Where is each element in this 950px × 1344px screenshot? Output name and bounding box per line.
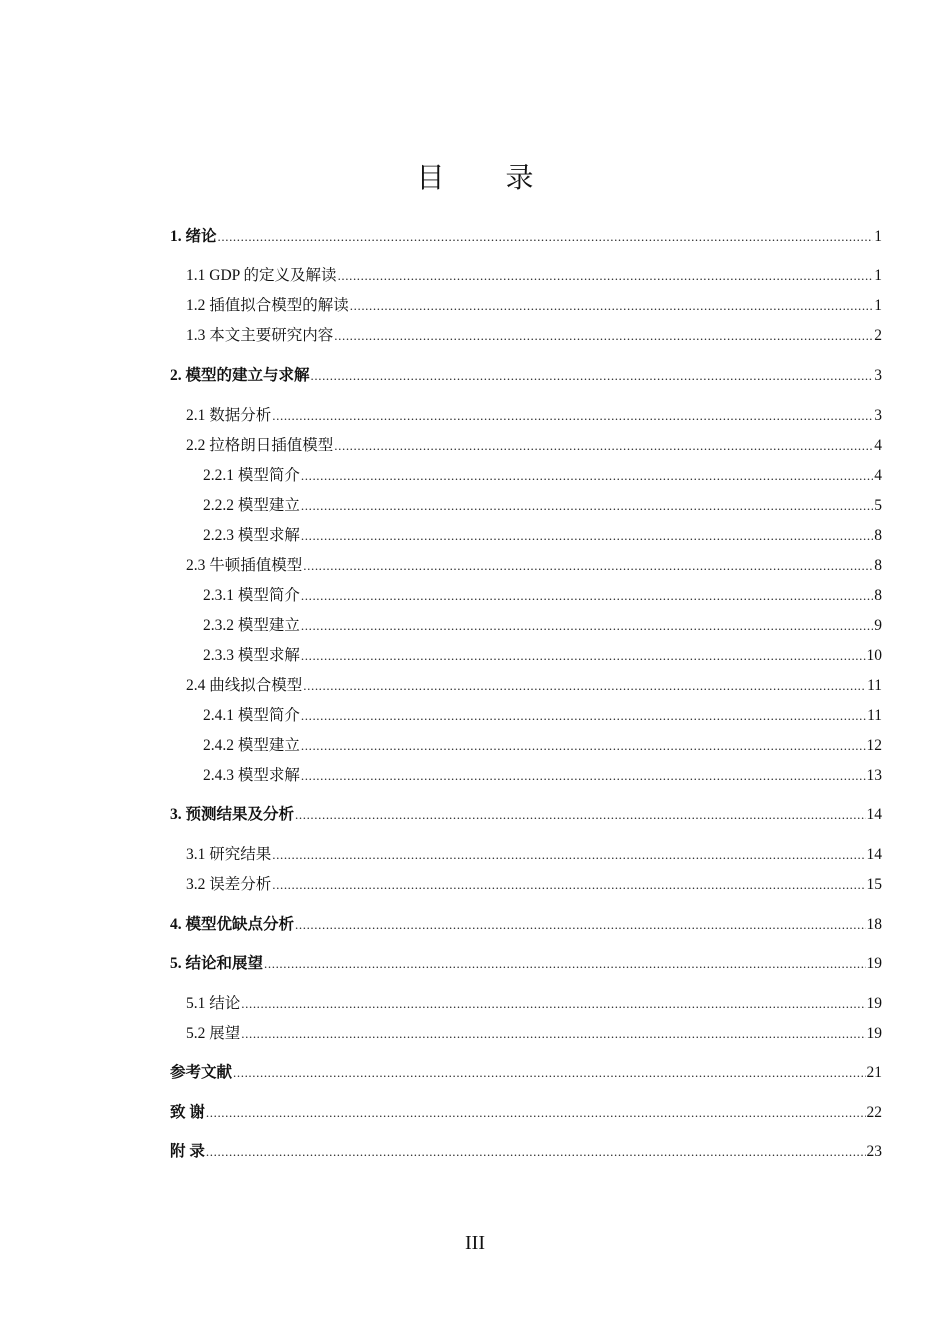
page-number: III xyxy=(465,1232,485,1254)
dot-leader xyxy=(233,1062,865,1084)
toc-entry-label: 3.2 误差分析 xyxy=(186,876,272,893)
toc-entry-label: 2.1 数据分析 xyxy=(186,407,272,424)
toc-entry[interactable] xyxy=(170,844,882,866)
toc-entry-page: 4 xyxy=(874,467,882,484)
toc-entry-page: 8 xyxy=(874,587,882,604)
toc-entry-page: 14 xyxy=(866,846,882,863)
toc-entry-label: 2.3.3 模型求解 xyxy=(203,647,300,664)
toc-entry[interactable] xyxy=(170,325,882,347)
dot-leader xyxy=(301,585,873,607)
dot-leader xyxy=(301,615,873,637)
toc-entry[interactable] xyxy=(170,993,882,1015)
toc-entry-page: 13 xyxy=(866,767,882,784)
page-title: 目 录 xyxy=(416,161,560,194)
dot-leader xyxy=(303,675,866,697)
toc-entry-page: 10 xyxy=(866,647,882,664)
toc-entry-label: 参考文献 xyxy=(170,1064,233,1081)
dot-leader xyxy=(350,295,873,317)
toc-entry[interactable] xyxy=(170,525,882,547)
toc-entry[interactable] xyxy=(170,874,882,896)
dot-leader xyxy=(334,435,873,457)
dot-leader xyxy=(301,525,873,547)
dot-leader xyxy=(206,1102,866,1124)
toc-entry[interactable] xyxy=(170,585,882,607)
toc-entry-page: 15 xyxy=(866,876,882,893)
toc-entry[interactable] xyxy=(170,675,882,697)
dot-leader xyxy=(295,804,865,826)
toc-entry[interactable] xyxy=(170,735,882,757)
toc-entry-page: 19 xyxy=(866,995,882,1012)
toc-entry-label: 2.4.2 模型建立 xyxy=(203,737,300,754)
dot-leader xyxy=(311,365,874,387)
toc-entry-label: 1. 绪论 xyxy=(170,228,217,245)
toc-entry-label: 3.1 研究结果 xyxy=(186,846,272,863)
toc-entry-page: 14 xyxy=(866,806,882,823)
toc-entry-label: 3. 预测结果及分析 xyxy=(170,806,295,823)
toc-entry[interactable] xyxy=(170,914,882,936)
toc-entry-page: 22 xyxy=(866,1104,882,1121)
toc-entry-page: 11 xyxy=(867,677,882,694)
toc-entry-label: 2.2.2 模型建立 xyxy=(203,497,300,514)
toc-entry-label: 1.1 GDP 的定义及解读 xyxy=(186,267,337,284)
toc-entry-page: 8 xyxy=(874,527,882,544)
toc-entry-label: 1.3 本文主要研究内容 xyxy=(186,327,334,344)
toc-entry[interactable] xyxy=(170,226,882,248)
toc-entry[interactable] xyxy=(170,465,882,487)
toc-entry-label: 致 谢 xyxy=(170,1104,205,1121)
toc-entry-page: 5 xyxy=(874,497,882,514)
toc-entry-page: 19 xyxy=(866,955,882,972)
toc-entry-page: 3 xyxy=(874,367,882,384)
toc-entry[interactable] xyxy=(170,705,882,727)
toc-entry[interactable] xyxy=(170,1102,882,1124)
dot-leader xyxy=(241,1023,865,1045)
toc-entry-label: 附 录 xyxy=(170,1143,205,1160)
toc-entry[interactable] xyxy=(170,435,882,457)
toc-entry-page: 3 xyxy=(874,407,882,424)
toc-entry-page: 2 xyxy=(874,327,882,344)
toc-entry-page: 1 xyxy=(874,297,882,314)
toc-entry-label: 5. 结论和展望 xyxy=(170,955,264,972)
toc-entry-label: 2.4 曲线拟合模型 xyxy=(186,677,303,694)
dot-leader xyxy=(334,325,873,347)
dot-leader xyxy=(241,993,865,1015)
dot-leader xyxy=(272,874,865,896)
toc-entry-label: 2.2 拉格朗日插值模型 xyxy=(186,437,334,454)
toc-entry-label: 4. 模型优缺点分析 xyxy=(170,916,295,933)
toc-entry-label: 2.4.3 模型求解 xyxy=(203,767,300,784)
toc-entry-page: 4 xyxy=(874,437,882,454)
toc-entry-label: 5.2 展望 xyxy=(186,1025,241,1042)
toc-entry-label: 2.2.3 模型求解 xyxy=(203,527,300,544)
dot-leader xyxy=(206,1141,866,1163)
toc-entry-page: 21 xyxy=(866,1064,882,1081)
toc-entry-label: 2.3.2 模型建立 xyxy=(203,617,300,634)
toc-entry-page: 11 xyxy=(867,707,882,724)
dot-leader xyxy=(272,844,865,866)
toc-entry[interactable] xyxy=(170,1023,882,1045)
toc-entry[interactable] xyxy=(170,953,882,975)
toc-entry-label: 2.2.1 模型简介 xyxy=(203,467,300,484)
toc-entry[interactable] xyxy=(170,765,882,787)
toc-entry-page: 9 xyxy=(874,617,882,634)
toc-entry[interactable] xyxy=(170,1141,882,1163)
toc-entry-label: 2.3 牛顿插值模型 xyxy=(186,557,303,574)
toc-entry-label: 2. 模型的建立与求解 xyxy=(170,367,310,384)
toc-entry[interactable] xyxy=(170,1062,882,1084)
toc-entry[interactable] xyxy=(170,645,882,667)
dot-leader xyxy=(295,914,865,936)
dot-leader xyxy=(301,495,873,517)
toc-entry-label: 1.2 插值拟合模型的解读 xyxy=(186,297,349,314)
toc-entry[interactable] xyxy=(170,365,882,387)
toc-entry-page: 18 xyxy=(866,916,882,933)
dot-leader xyxy=(301,645,866,667)
toc-entry-page: 19 xyxy=(866,1025,882,1042)
dot-leader xyxy=(218,226,874,248)
toc-entry-page: 23 xyxy=(866,1143,882,1160)
dot-leader xyxy=(338,265,874,287)
toc-entry[interactable] xyxy=(170,295,882,317)
toc-entry[interactable] xyxy=(170,495,882,517)
toc-entry-page: 1 xyxy=(874,267,882,284)
dot-leader xyxy=(264,953,865,975)
dot-leader xyxy=(303,555,873,577)
toc-entry[interactable] xyxy=(170,265,882,287)
dot-leader xyxy=(272,405,873,427)
toc-entry[interactable] xyxy=(170,555,882,577)
toc-entry[interactable] xyxy=(170,615,882,637)
toc-entry-label: 2.3.1 模型简介 xyxy=(203,587,300,604)
toc-entry[interactable] xyxy=(170,804,882,826)
toc-entry[interactable] xyxy=(170,405,882,427)
toc-entry-page: 1 xyxy=(874,228,882,245)
toc-entry-page: 8 xyxy=(874,557,882,574)
toc-entry-label: 5.1 结论 xyxy=(186,995,241,1012)
dot-leader xyxy=(301,705,866,727)
dot-leader xyxy=(301,735,866,757)
toc-entry-page: 12 xyxy=(866,737,882,754)
dot-leader xyxy=(301,765,866,787)
toc-entry-label: 2.4.1 模型简介 xyxy=(203,707,300,724)
dot-leader xyxy=(301,465,873,487)
